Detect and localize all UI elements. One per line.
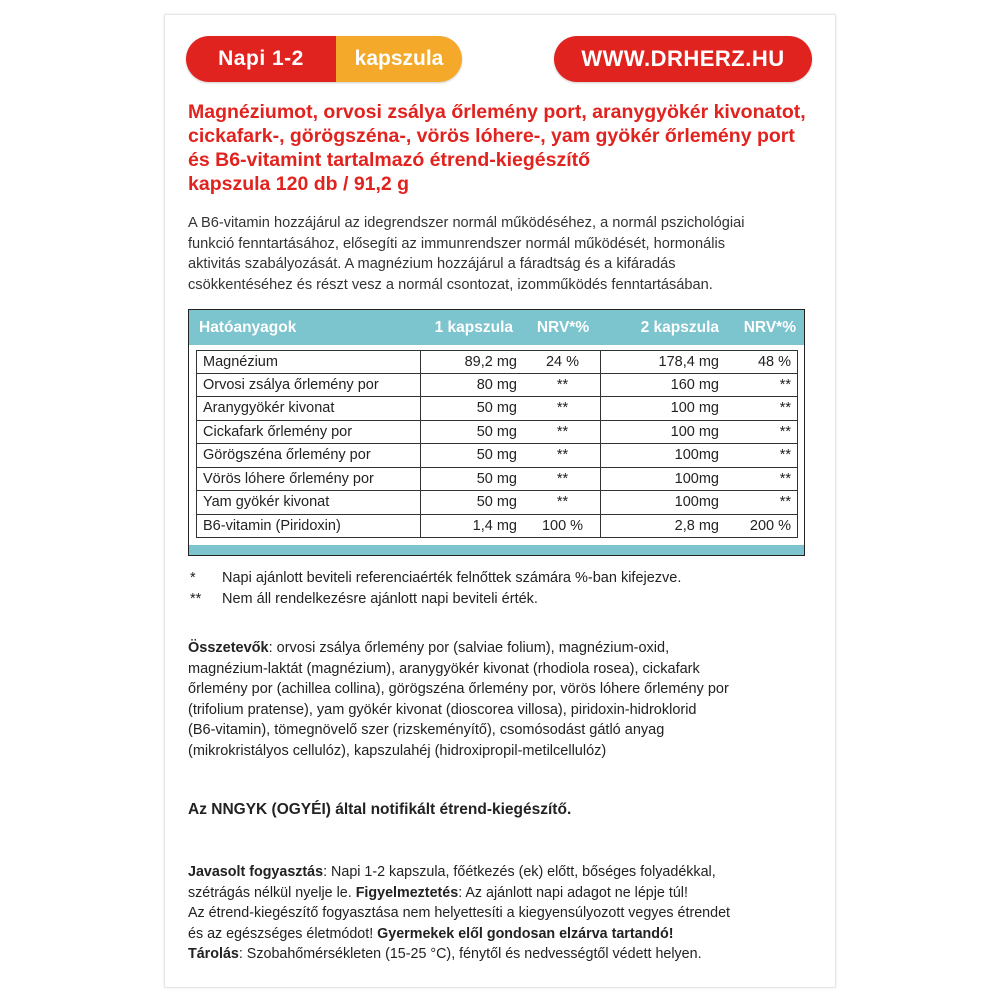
footnote-mark: ** — [190, 590, 202, 607]
cell-1-capsule: 50 mg — [476, 400, 517, 417]
intro-line: A B6-vitamin hozzájárul az idegrendszer normál működéséhez, a normál pszichológiai — [188, 215, 745, 231]
product-title — [188, 100, 818, 196]
title-line: kapszula 120 db / 91,2 g — [188, 173, 410, 195]
child-warning: Gyermekek elől gondosan elzárva tartandó! — [377, 925, 674, 942]
cell-2-capsules: 2,8 mg — [674, 517, 719, 534]
cell-2-capsules: 100mg — [674, 447, 719, 464]
cell-2-capsules: 100mg — [674, 494, 719, 511]
ingredients-line: (B6-vitamin), tömegnövelő szer (rizskeményítő), csomósodást gátló anyag — [188, 722, 665, 738]
footnote-text: Nem áll rendelkezésre ajánlott napi beviteli érték. — [222, 590, 538, 607]
cell-2-capsules: 160 mg — [670, 376, 719, 393]
footnote — [190, 568, 810, 589]
cell-1-capsule: 80 mg — [476, 376, 517, 393]
usage-label: Javasolt fogyasztás — [188, 864, 324, 880]
cell-1-capsule: 1,4 mg — [472, 517, 517, 534]
ingredients-line: (trifolium pratense), yam gyökér kivonat (dioscorea villosa), piridoxin-hidroklorid — [188, 701, 697, 718]
table-row — [196, 374, 798, 398]
cell-ingredient: B6-vitamin (Piridoxin) — [197, 515, 421, 538]
usage-line — [188, 883, 818, 904]
storage-text: : Szobahőmérsékleten (15-25 °C), fénytől és nedvességtől védett helyen. — [238, 946, 702, 962]
active-ingredients-table — [188, 309, 805, 556]
website-badge[interactable]: WWW.DRHERZ.HU — [554, 36, 812, 82]
cell-nrv-2: ** — [779, 494, 791, 511]
usage-line — [188, 862, 818, 883]
ingredients-label: Összetevők — [188, 640, 269, 656]
table-body — [196, 350, 798, 538]
cell-ingredient: Yam gyökér kivonat — [197, 491, 421, 514]
cell-2-capsules: 100 mg — [670, 400, 719, 417]
cell-ingredient: Magnézium — [197, 351, 421, 373]
cell-ingredient: Aranygyökér kivonat — [197, 397, 421, 420]
cell-2-capsules: 100 mg — [670, 423, 719, 440]
dose-unit: kapszula — [336, 36, 462, 82]
intro-line: funkció fenntartásához, elősegíti az immunrendszer normál működését, hormonális — [188, 235, 725, 252]
cell-nrv-2: ** — [779, 376, 791, 393]
cell-nrv-2: ** — [779, 447, 791, 464]
table-row — [196, 444, 798, 468]
footnote-text: Napi ajánlott beviteli referenciaérték felnőttek számára %-ban kifejezve. — [222, 570, 682, 586]
ingredients-text: : orvosi zsálya őrlemény por (salviae folium), magnézium-oxid, — [268, 640, 670, 656]
warning-label: Figyelmeztetés — [355, 884, 459, 901]
usage-text: : Napi 1-2 kapszula, főétkezés (ek) előtt, bőséges folyadékkal, — [323, 864, 716, 880]
cell-nrv-2: 200 % — [749, 517, 791, 534]
usage-text: és az egészséges életmódot! — [188, 925, 378, 942]
cell-nrv-2: 48 % — [757, 353, 791, 370]
warning-text: : Az ajánlott napi adagot ne lépje túl! — [458, 884, 688, 901]
ingredients-first-line — [188, 638, 818, 659]
cell-ingredient: Vörös lóhere őrlemény por — [197, 468, 421, 491]
cell-nrv-1: ** — [525, 444, 601, 467]
header-ingredients: Hatóanyagok — [199, 318, 297, 336]
footnotes — [190, 568, 810, 609]
cell-nrv-1: 100 % — [525, 515, 601, 538]
table-row — [196, 491, 798, 515]
usage-line — [188, 944, 818, 965]
footnote-mark: * — [190, 570, 196, 586]
cell-nrv-1: 24 % — [525, 351, 601, 373]
cell-1-capsule: 50 mg — [476, 494, 517, 511]
title-line: cickafark-, görögszéna-, vörös lóhere-, yam gyökér őrlemény port — [188, 125, 795, 147]
notification-statement: Az NNGYK (OGYÉI) által notifikált étrend-kiegészítő. — [188, 801, 572, 818]
header-1-capsule: 1 kapszula — [434, 318, 513, 336]
table-row — [196, 515, 798, 539]
title-line: Magnéziumot, orvosi zsálya őrlemény port, aranygyökér kivonatot, — [188, 101, 806, 123]
table-row — [196, 421, 798, 445]
cell-ingredient: Cickafark őrlemény por — [197, 421, 421, 444]
ingredients-line: magnézium-laktát (magnézium), aranygyökér kivonat (rhodiola rosea), cickafark — [188, 660, 700, 677]
table-header — [189, 310, 804, 345]
daily-dose-badge — [186, 36, 462, 82]
intro-line: aktivitás szabályozását. A magnézium hozzájárul a fáradtság és a kifáradás — [188, 256, 676, 272]
intro-line: csökkentéséhez és részt vesz a normál csontozat, izomműködés fenntartásában. — [188, 276, 713, 293]
cell-2-capsules: 178,4 mg — [658, 353, 719, 370]
dose-amount: Napi 1-2 — [186, 36, 336, 82]
cell-2-capsules: 100mg — [674, 470, 719, 487]
header-nrv-1: NRV*% — [536, 318, 590, 336]
cell-nrv-1: ** — [525, 491, 601, 514]
header-nrv-2: NRV*% — [743, 318, 796, 336]
cell-ingredient: Orvosi zsálya őrlemény por — [197, 374, 421, 397]
storage-label: Tárolás — [188, 946, 239, 962]
cell-ingredient: Görögszéna őrlemény por — [197, 444, 421, 467]
usage-line: Az étrend-kiegészítő fogyasztása nem helyettesíti a kiegyensúlyozott vegyes étrendet — [188, 905, 730, 921]
cell-nrv-2: ** — [779, 400, 791, 417]
cell-1-capsule: 50 mg — [476, 423, 517, 440]
cell-1-capsule: 50 mg — [476, 447, 517, 464]
ingredients-section — [188, 638, 818, 761]
title-line: és B6-vitamint tartalmazó étrend-kiegészítő — [188, 149, 591, 171]
intro-text — [188, 213, 814, 295]
cell-nrv-2: ** — [779, 470, 791, 487]
table-footer-bar — [189, 545, 804, 555]
header — [186, 36, 812, 86]
table-row — [196, 468, 798, 492]
ingredients-line: (mikrokristályos cellulóz), kapszulahéj (hidroxipropil-metilcellulóz) — [188, 742, 607, 759]
cell-nrv-1: ** — [525, 374, 601, 397]
usage-line — [188, 924, 818, 945]
ingredients-line: őrlemény por (achillea collina), görögszéna őrlemény por, vörös lóhere őrlemény por — [188, 681, 729, 697]
table-row — [196, 397, 798, 421]
cell-nrv-1: ** — [525, 421, 601, 444]
usage-text: szétrágás nélkül nyelje le. — [188, 884, 356, 901]
header-2-capsules: 2 kapszula — [640, 318, 719, 336]
footnote — [190, 589, 810, 610]
cell-1-capsule: 89,2 mg — [464, 353, 517, 370]
usage-section — [188, 862, 818, 965]
cell-nrv-1: ** — [525, 468, 601, 491]
cell-1-capsule: 50 mg — [476, 470, 517, 487]
cell-nrv-2: ** — [779, 423, 791, 440]
table-row — [196, 350, 798, 374]
cell-nrv-1: ** — [525, 397, 601, 420]
